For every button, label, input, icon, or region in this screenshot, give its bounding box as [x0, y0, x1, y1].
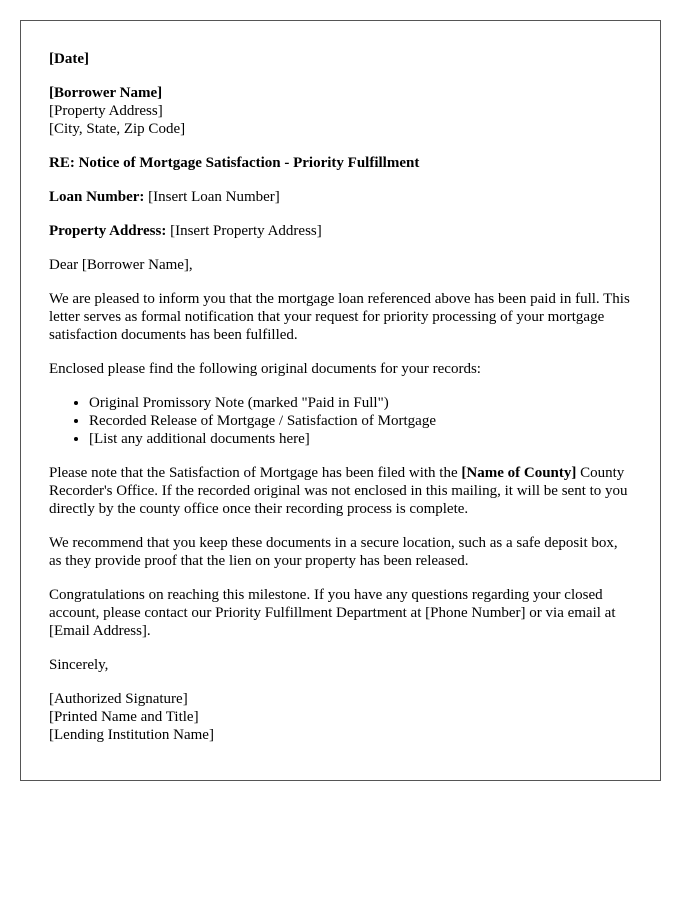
loan-number-line: [49, 188, 632, 206]
county-text-after: County Recorder's Office. If the recorded original was not enclosed in this mailing, it will be sent to you directly by the county office once their recording process is complete.: [49, 465, 628, 517]
list-item: • Recorded Release of Mortgage / Satisfaction of Mortgage: [89, 412, 632, 430]
recipient-block: [49, 84, 632, 138]
date-line: [49, 50, 632, 68]
paragraph-recommendation: We recommend that you keep these documents in a secure location, such as a safe deposit box, as they provide proof that the lien on your property has been released.: [49, 535, 618, 569]
property-address-value: [Insert Property Address]: [170, 223, 322, 239]
recipient-address: [Property Address]: [49, 103, 163, 119]
property-address-line: [49, 222, 632, 240]
paragraph-county-filing: [49, 464, 632, 518]
list-item: • [List any additional documents here]: [89, 430, 632, 448]
re-line: RE: Notice of Mortgage Satisfaction - Priority Fulfillment: [49, 155, 420, 171]
signature-line: [Authorized Signature]: [49, 691, 188, 707]
paragraph-congratulations: Congratulations on reaching this milestone. If you have any questions regarding your closed account, please contact our Priority Fulfillment Department at [Phone Number] or via email at [Email Address].: [49, 587, 616, 639]
paragraph-paid-in-full: We are pleased to inform you that the mortgage loan referenced above has been paid in full. This letter serves as formal notification that your request for priority processing of your mortgage satisfaction documents has been fulfilled.: [49, 291, 630, 343]
signature-block: [49, 690, 632, 744]
lending-institution-name: [Lending Institution Name]: [49, 727, 214, 743]
salutation: Dear [Borrower Name],: [49, 257, 193, 273]
list-item: • Original Promissory Note (marked "Paid in Full"): [89, 394, 632, 412]
loan-number-value: [Insert Loan Number]: [148, 189, 280, 205]
recipient-name: [Borrower Name]: [49, 85, 163, 101]
closing: Sincerely,: [49, 657, 109, 673]
recipient-city-state-zip: [City, State, Zip Code]: [49, 121, 186, 137]
enclosed-documents-list: [49, 394, 632, 448]
letter-page: [20, 20, 661, 781]
date-text: [Date]: [49, 51, 89, 67]
paragraph-enclosed-intro: Enclosed please find the following original documents for your records:: [49, 361, 481, 377]
loan-number-label: Loan Number:: [49, 189, 145, 205]
printed-name-title: [Printed Name and Title]: [49, 709, 199, 725]
county-text-before: Please note that the Satisfaction of Mortgage has been filed with the: [49, 465, 462, 481]
county-name: [Name of County]: [461, 465, 577, 481]
property-address-label: Property Address:: [49, 223, 167, 239]
